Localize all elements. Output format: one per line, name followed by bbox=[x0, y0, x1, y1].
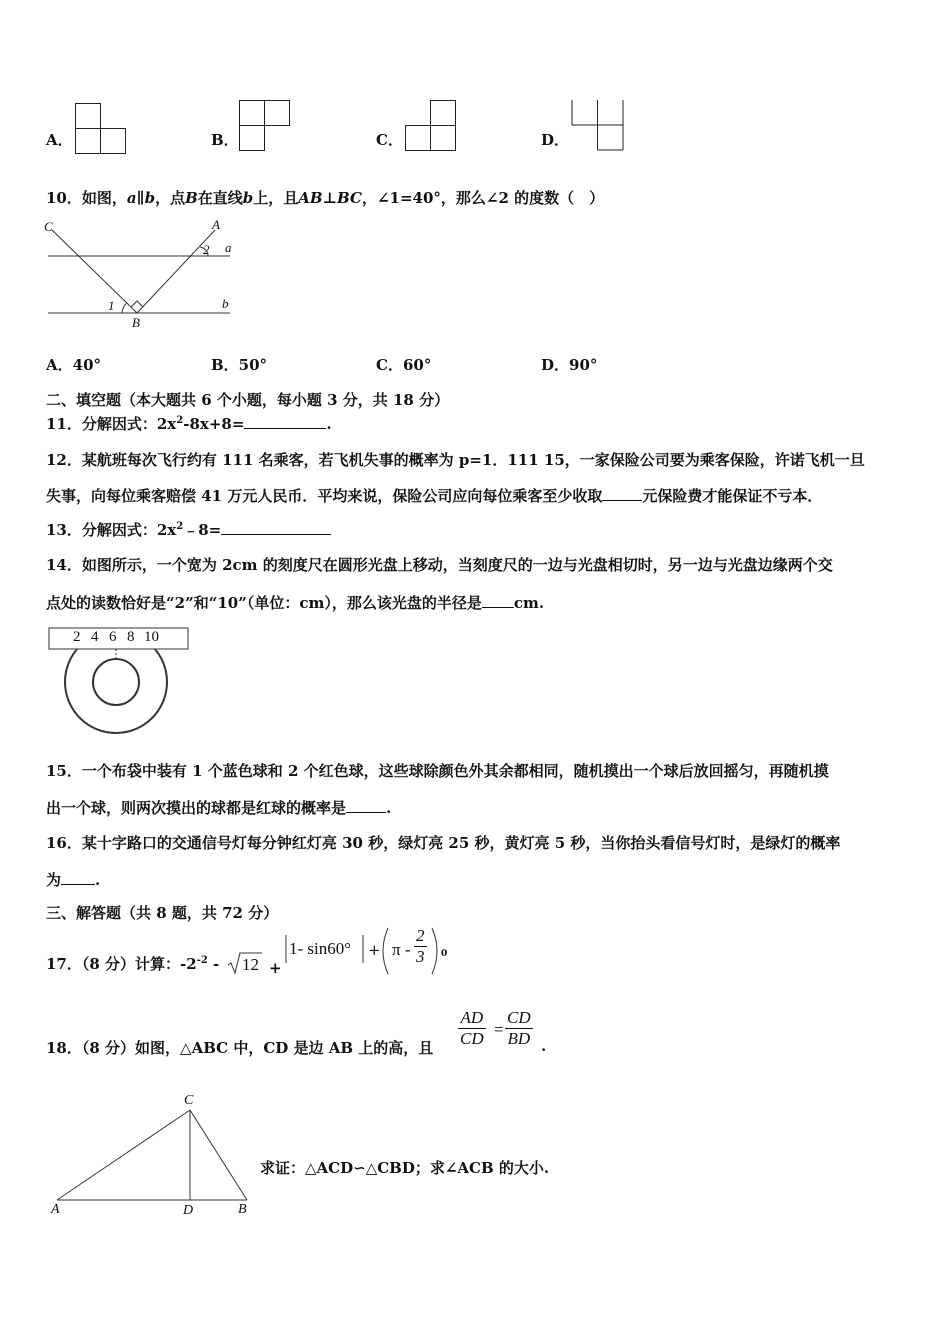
q10-perp: ⊥ bbox=[322, 189, 338, 207]
q16-answer-blank[interactable] bbox=[61, 870, 95, 885]
q12-line2b: 元保险费才能保证不亏本． bbox=[642, 487, 823, 505]
q10-text1: ，点 bbox=[155, 189, 186, 207]
q16-line1: 16．某十字路口的交通信号灯每分钟红灯亮 30 秒，绿灯亮 25 秒，黄灯亮 5 秒，当你抬头看信号灯时，是绿灯的概率 bbox=[46, 834, 841, 852]
q15-line2b: . bbox=[386, 799, 392, 817]
q18-prefix: 18．（8 分）如图，△ABC 中，CD 是边 AB 上的高，且 bbox=[46, 1039, 434, 1057]
q10-fig-label-angle1: 1 bbox=[108, 298, 115, 313]
q17-plus2: + bbox=[368, 941, 381, 959]
q12-answer-blank[interactable] bbox=[602, 486, 642, 501]
q9-option-a-label: A． bbox=[46, 131, 73, 149]
section-2-heading: 二、填空题（本大题共 6 个小题，每小题 3 分，共 18 分） bbox=[46, 391, 450, 409]
q11-prefix: 11．分解因式：2x bbox=[46, 415, 177, 433]
q14-ruler-tick-4: 4 bbox=[91, 629, 99, 645]
q17-abs-content: 1- sin60° bbox=[289, 939, 352, 958]
q13-sup: 2 bbox=[176, 521, 184, 532]
q13-prefix: 13．分解因式：2x bbox=[46, 521, 177, 539]
q18-end: . bbox=[541, 1037, 547, 1055]
q10-option-a: A．40° bbox=[46, 356, 102, 374]
q11-end: . bbox=[326, 415, 332, 433]
q17-prefix-wrap bbox=[46, 953, 219, 974]
q13-suffix: ﹣8= bbox=[183, 521, 222, 539]
q14-line2b: cm. bbox=[513, 594, 545, 612]
q18-fraction-1 bbox=[458, 1008, 486, 1049]
q13-answer-blank[interactable] bbox=[221, 520, 331, 535]
q9-option-c-label: C． bbox=[376, 131, 403, 149]
q12-line1: 12．某航班每次飞行约有 111 名乘客，若飞机失事的概率为 p=1．111 15，一家保险公司要为乘客保险，许诺飞机一旦 bbox=[46, 451, 865, 469]
q9-option-d-figure bbox=[571, 100, 626, 153]
q9-option-d-label: D． bbox=[541, 131, 570, 149]
q17-fraction-num: 2 bbox=[416, 926, 425, 945]
q18-triangle-figure bbox=[50, 1105, 255, 1210]
q15-line2a: 出一个球，则两次摸出的球都是红球的概率是 bbox=[46, 799, 347, 817]
q10-option-b: B．50° bbox=[211, 356, 268, 374]
q10-fig-label-a-point: A bbox=[212, 217, 220, 232]
q17-pi: π - bbox=[392, 940, 411, 959]
q10-text3: 上，且 bbox=[253, 189, 299, 207]
q15-line2 bbox=[46, 797, 391, 818]
q10-option-d: D．90° bbox=[541, 356, 598, 374]
q16-line2 bbox=[46, 869, 100, 890]
q10-stem bbox=[46, 187, 604, 208]
q17-fraction bbox=[414, 926, 427, 967]
q10-var-B: B bbox=[185, 189, 198, 207]
q10-var-BC: BC bbox=[337, 189, 362, 207]
q14-line2a: 点处的读数恰好是“2”和“10”（单位：cm），那么该光盘的半径是 bbox=[46, 594, 482, 612]
q14-ruler-tick-6: 6 bbox=[109, 629, 117, 645]
q11 bbox=[46, 413, 332, 434]
q10-option-c: C．60° bbox=[376, 356, 432, 374]
q15-answer-blank[interactable] bbox=[346, 798, 386, 813]
q16-line2a: 为 bbox=[46, 871, 62, 889]
q12-line2 bbox=[46, 485, 822, 506]
q9-option-a-figure bbox=[75, 103, 127, 156]
q14-answer-blank[interactable] bbox=[482, 593, 514, 608]
q18-fig-label-c: C bbox=[184, 1093, 194, 1108]
q10-var-a: a bbox=[126, 189, 137, 207]
q9-option-c-figure bbox=[405, 100, 457, 153]
q17-fraction-den: 3 bbox=[416, 947, 425, 966]
q9-option-b-label: B． bbox=[211, 131, 239, 149]
q17-zero-exp: 0 bbox=[441, 949, 448, 959]
q18-prove: 求证：△ACD∽△CBD；求∠ACB 的大小. bbox=[260, 1159, 550, 1177]
q18-fraction-2-num: CD bbox=[507, 1008, 531, 1027]
q16-line2b: . bbox=[95, 871, 101, 889]
q11-suffix: -8x+8= bbox=[183, 415, 245, 433]
q18-fraction-2 bbox=[505, 1008, 533, 1049]
q10-var-AB: AB bbox=[298, 189, 323, 207]
q15-line1: 15．一个布袋中装有 1 个蓝色球和 2 个红色球，这些球除颜色外其余都相同，随机摸出一个球后放回摇匀，再随机摸 bbox=[46, 762, 829, 780]
q10-parallel: ∥ bbox=[136, 189, 145, 207]
q18-fraction-2-den: BD bbox=[507, 1029, 531, 1048]
q17-plus: + bbox=[269, 959, 282, 977]
q10-figure bbox=[40, 218, 240, 333]
q10-fig-label-angle2: 2 bbox=[203, 242, 210, 257]
q13 bbox=[46, 519, 331, 540]
q10-text4: ，∠1=40°，那么∠2 的度数（ ） bbox=[361, 189, 605, 207]
q18-equals: = bbox=[494, 1020, 504, 1039]
q14-ruler-tick-8: 8 bbox=[127, 629, 135, 645]
q10-fig-label-c: C bbox=[44, 219, 53, 234]
q14-figure bbox=[48, 626, 193, 734]
q10-number: 10．如图， bbox=[46, 189, 127, 207]
q14-ruler-tick-10: 10 bbox=[144, 629, 159, 645]
q10-var-b: b bbox=[144, 189, 156, 207]
q11-answer-blank[interactable] bbox=[244, 414, 326, 429]
q18-fraction-1-den: CD bbox=[460, 1029, 484, 1048]
q18-fig-label-a: A bbox=[51, 1202, 60, 1217]
q11-sup: 2 bbox=[176, 415, 184, 426]
q12-line2a: 失事，向每位乘客赔偿 41 万元人民币．平均来说，保险公司应向每位乘客至少收取 bbox=[46, 487, 603, 505]
section-3-heading: 三、解答题（共 8 题，共 72 分） bbox=[46, 904, 279, 922]
q17-minus: - bbox=[213, 955, 220, 973]
q18-fraction-1-num: AD bbox=[458, 1008, 486, 1029]
q10-var-b2: b bbox=[242, 189, 254, 207]
q10-fig-label-line-a: a bbox=[225, 240, 232, 255]
q9-option-b-figure bbox=[239, 100, 291, 153]
q14-line1: 14．如图所示，一个宽为 2cm 的刻度尺在圆形光盘上移动，当刻度尺的一边与光盘相切时，另一边与光盘边缘两个交 bbox=[46, 556, 833, 574]
q10-fig-label-line-b: b bbox=[222, 296, 229, 311]
q10-fig-label-b-point: B bbox=[132, 315, 140, 330]
q17-exp: -2 bbox=[196, 955, 208, 966]
q17-prefix: 17．（8 分）计算：-2 bbox=[46, 955, 197, 973]
q17-sqrt-value: 12 bbox=[242, 955, 259, 974]
q18-fig-label-d: D bbox=[183, 1203, 194, 1218]
q14-line2 bbox=[46, 592, 544, 613]
q18-fig-label-b: B bbox=[238, 1202, 247, 1217]
q10-text2: 在直线 bbox=[197, 189, 243, 207]
q14-ruler-tick-2: 2 bbox=[73, 629, 81, 645]
